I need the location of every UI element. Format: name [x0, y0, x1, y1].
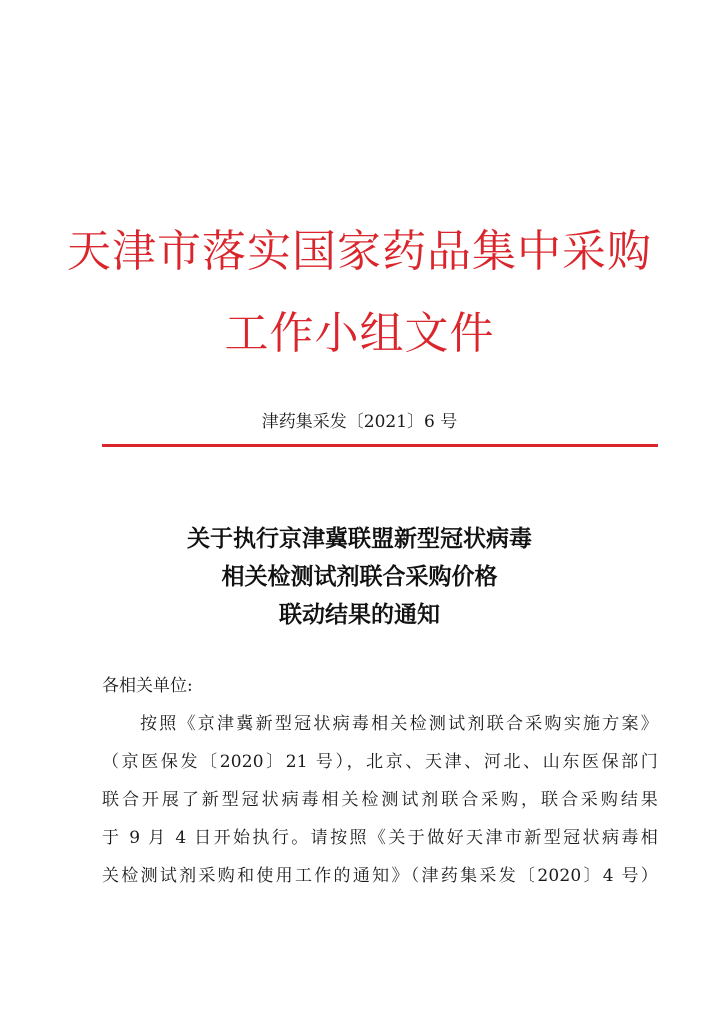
body-line-2: （京医保发〔2020〕21 号），北京、天津、河北、山东医保部门 — [102, 752, 658, 772]
body-line-3: 联合开展了新型冠状病毒相关检测试剂联合采购，联合采购结果 — [102, 790, 658, 810]
body-line-4: 于 9 月 4 日开始执行。请按照《关于做好天津市新型冠状病毒相 — [102, 828, 658, 848]
document-number: 津药集采发〔2021〕6 号 — [261, 412, 458, 432]
notice-title-line-1: 关于执行京津冀联盟新型冠状病毒 — [187, 525, 532, 552]
issuer-title-line-1: 天津市落实国家药品集中采购 — [67, 226, 652, 277]
salutation: 各相关单位: — [102, 676, 193, 696]
notice-title-line-2: 相关检测试剂联合采购价格 — [221, 563, 498, 590]
issuer-title-line-2: 工作小组文件 — [224, 308, 495, 359]
body-line-1: 按照《京津冀新型冠状病毒相关检测试剂联合采购实施方案》 — [140, 714, 658, 734]
body-line-5: 关检测试剂采购和使用工作的通知》（津药集采发〔2020〕4 号） — [102, 866, 658, 886]
red-divider — [102, 444, 658, 447]
notice-title-line-3: 联动结果的通知 — [279, 601, 440, 628]
